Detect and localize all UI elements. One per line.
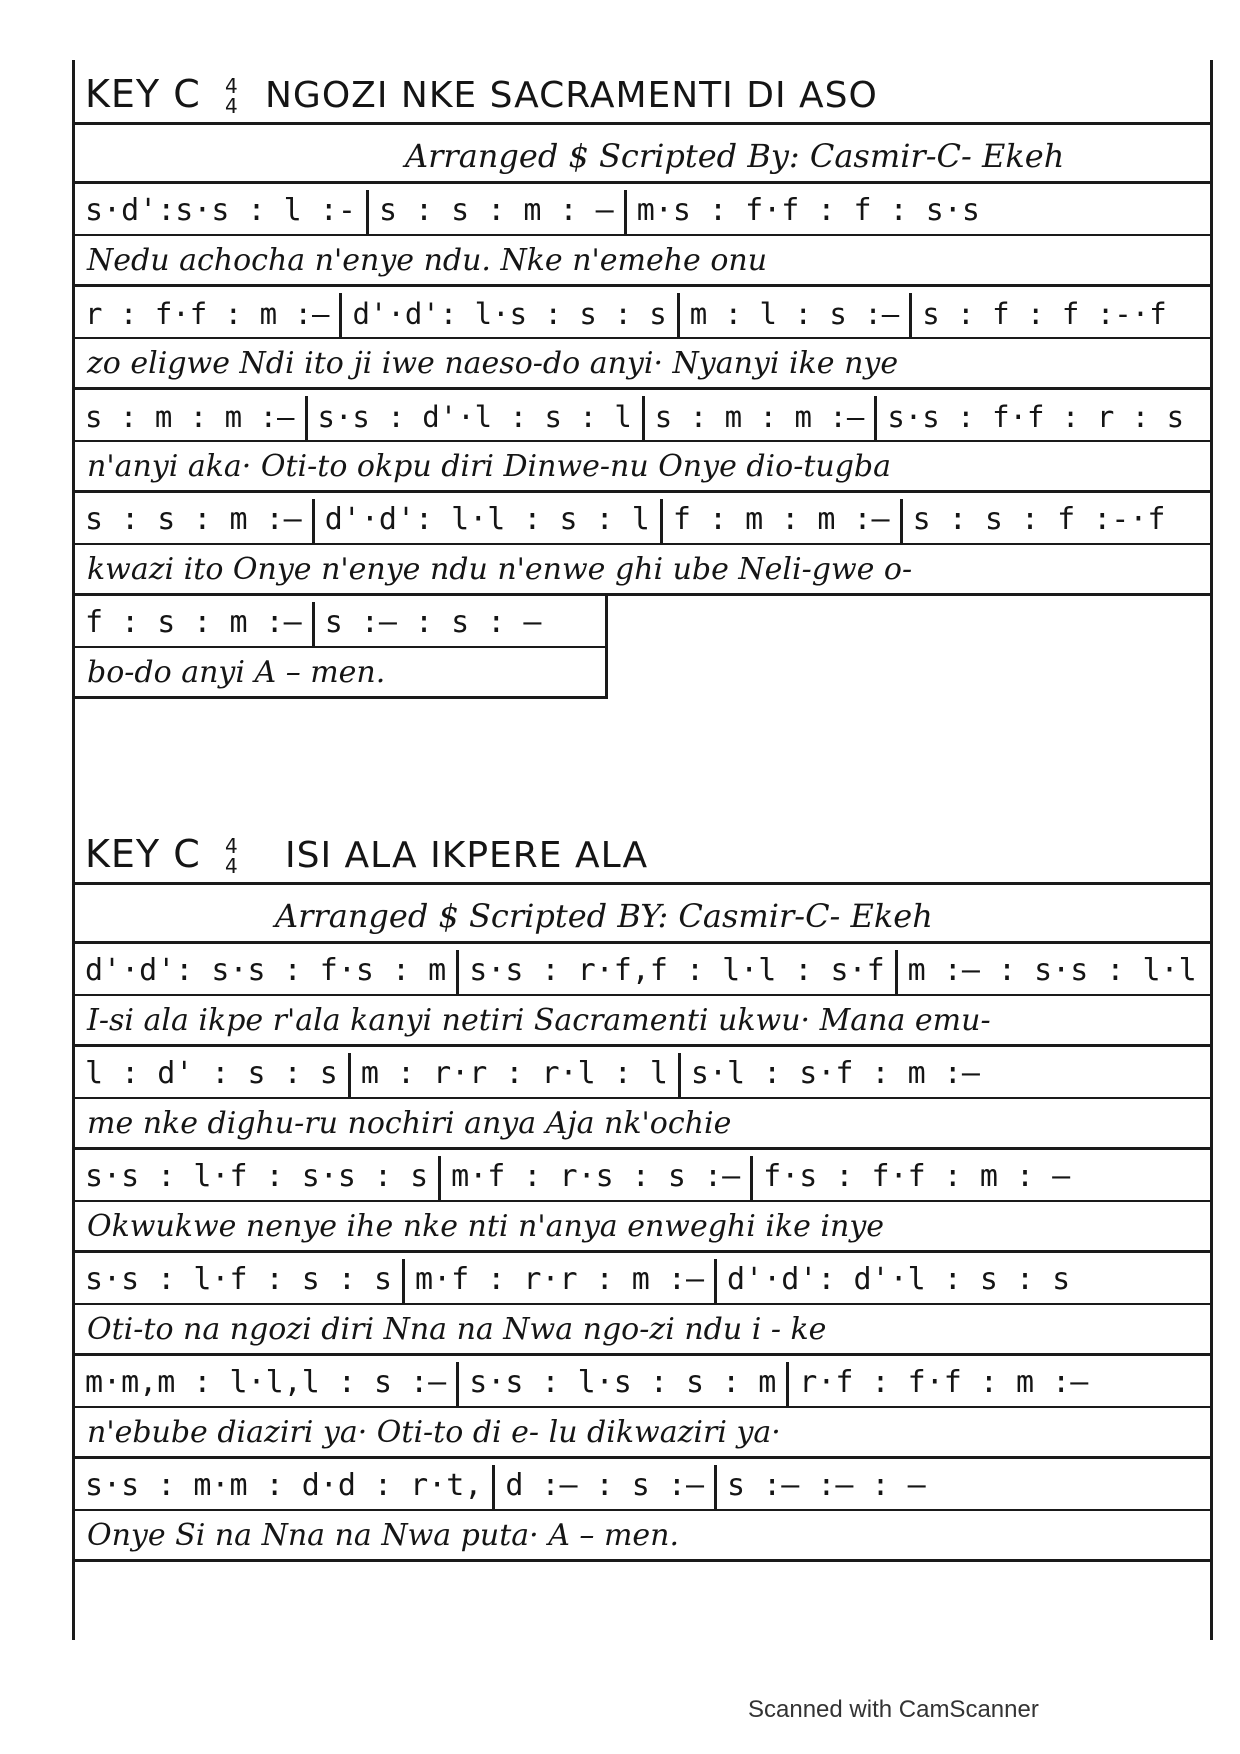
song-title: NGOZI NKE SACRAMENTI DI ASO bbox=[265, 75, 878, 116]
solfa-notes-row bbox=[75, 184, 1210, 236]
measure: s : s : m :– bbox=[85, 502, 302, 537]
solfa-notes-row bbox=[75, 1047, 1210, 1099]
measure: s : s : m : – bbox=[366, 190, 624, 234]
measure: m :– : s·s : l·l bbox=[895, 950, 1207, 994]
measure: r : f·f : m :– bbox=[85, 297, 330, 331]
solfa-notes-row bbox=[75, 1150, 1210, 1202]
measure: d'·d': l·s : s : s bbox=[339, 293, 676, 337]
lyrics-row: I-si ala ikpe r'ala kanyi netiri Sacramenti ukwu· Mana emu- bbox=[87, 1003, 991, 1038]
song-isi-ala-ikpere-ala bbox=[75, 820, 1210, 1562]
measure: s·s : d'·l : s : l bbox=[305, 396, 642, 440]
measure: m·f : r·r : m :– bbox=[402, 1259, 714, 1303]
measure: d'·d': l·l : s : l bbox=[312, 499, 660, 543]
music-line bbox=[75, 944, 1210, 1047]
music-line bbox=[75, 493, 1210, 596]
measure: s·l : s·f : m :– bbox=[678, 1053, 990, 1097]
lyrics-row: me nke dighu-ru nochiri anya Aja nk'ochie bbox=[87, 1106, 732, 1141]
song-title: ISI ALA IKPERE ALA bbox=[285, 835, 649, 876]
measure: s·s : l·f : s·s : s bbox=[85, 1159, 429, 1194]
measure: s :– :– : – bbox=[714, 1465, 936, 1509]
music-line bbox=[75, 1253, 1210, 1356]
key-signature: KEY C bbox=[85, 72, 201, 116]
measure: d'·d': s·s : f·s : m bbox=[85, 953, 447, 988]
measure: l : d' : s : s bbox=[85, 1056, 338, 1091]
music-sheet bbox=[72, 60, 1213, 1640]
music-line bbox=[75, 1047, 1210, 1150]
solfa-notes-row bbox=[75, 1253, 1210, 1305]
arranger-credit: Arranged $ Scripted BY: Casmir-C- Ekeh bbox=[275, 897, 933, 935]
measure: m·m,m : l·l,l : s :– bbox=[85, 1365, 447, 1400]
measure: d :– : s :– bbox=[492, 1465, 714, 1509]
time-signature: 4 4 bbox=[225, 834, 239, 878]
lyrics-row: Nedu achocha n'enye ndu. Nke n'emehe onu bbox=[87, 243, 768, 278]
lyrics-row: kwazi ito Onye n'enye ndu n'enwe ghi ube Neli-gwe o- bbox=[87, 552, 913, 587]
measure: s·d':s·s : l :- bbox=[85, 193, 356, 228]
measure: s : s : f :-·f bbox=[900, 499, 1176, 543]
lyrics-row: Okwukwe nenye ihe nke nti n'anya enweghi ike inye bbox=[87, 1209, 885, 1244]
measure: s·s : f·f : r : s bbox=[874, 396, 1194, 440]
solfa-notes-row bbox=[75, 287, 1210, 339]
music-line bbox=[75, 596, 608, 699]
song-header bbox=[75, 60, 1210, 125]
song-ngozi-nke-sacramenti bbox=[75, 60, 1210, 699]
measure: r·f : f·f : m :– bbox=[786, 1362, 1098, 1406]
music-line bbox=[75, 390, 1210, 493]
time-signature: 4 4 bbox=[225, 74, 239, 118]
solfa-notes-row bbox=[75, 1459, 1210, 1511]
measure: s·s : l·f : s : s bbox=[85, 1262, 393, 1297]
lyrics-row: n'anyi aka· Oti-to okpu diri Dinwe-nu Onye dio-tugba bbox=[87, 449, 892, 484]
measure: m·s : f·f : f : s·s bbox=[624, 190, 990, 234]
measure: f : m : m :– bbox=[660, 499, 900, 543]
music-lines bbox=[75, 184, 1210, 699]
arranger-credit: Arranged $ Scripted By: Casmir-C- Ekeh bbox=[405, 137, 1065, 175]
scanner-watermark: Scanned with CamScanner bbox=[748, 1696, 1039, 1723]
measure: m·f : r·s : s :– bbox=[438, 1156, 750, 1200]
solfa-notes-row bbox=[75, 944, 1210, 996]
measure: f·s : f·f : m : – bbox=[750, 1156, 1080, 1200]
lyrics-row: Oti-to na ngozi diri Nna na Nwa ngo-zi ndu i - ke bbox=[87, 1312, 827, 1347]
measure: s·s : l·s : s : m bbox=[456, 1362, 786, 1406]
lyrics-row: Onye Si na Nna na Nwa puta· A – men. bbox=[87, 1518, 680, 1553]
measure: d'·d': d'·l : s : s bbox=[714, 1259, 1080, 1303]
arranger-credit-row bbox=[75, 125, 1210, 184]
measure: s : m : m :– bbox=[85, 400, 295, 434]
lyrics-row: zo eligwe Ndi ito ji iwe naeso-do anyi· Nyanyi ike nye bbox=[87, 346, 899, 381]
music-lines bbox=[75, 944, 1210, 1562]
music-line bbox=[75, 1459, 1210, 1562]
measure: s·s : r·f,f : l·l : s·f bbox=[456, 950, 894, 994]
arranger-credit-row bbox=[75, 885, 1210, 944]
measure: m : l : s :– bbox=[677, 293, 910, 337]
lyrics-row: n'ebube diaziri ya· Oti-to di e- lu dikwaziri ya· bbox=[87, 1415, 781, 1450]
song-header bbox=[75, 820, 1210, 885]
measure: s :– : s : – bbox=[312, 602, 552, 646]
measure: s : f : f :-·f bbox=[909, 293, 1176, 337]
solfa-notes-row bbox=[75, 596, 605, 648]
solfa-notes-row bbox=[75, 1356, 1210, 1408]
lyrics-row: bo-do anyi A – men. bbox=[87, 655, 386, 690]
music-line bbox=[75, 1356, 1210, 1459]
music-line bbox=[75, 1150, 1210, 1253]
music-line bbox=[75, 184, 1210, 287]
measure: f : s : m :– bbox=[85, 605, 302, 640]
measure: s : m : m :– bbox=[642, 396, 875, 440]
music-line bbox=[75, 287, 1210, 390]
solfa-notes-row bbox=[75, 493, 1210, 545]
measure: m : r·r : r·l : l bbox=[348, 1053, 678, 1097]
key-signature: KEY C bbox=[85, 832, 201, 876]
solfa-notes-row bbox=[75, 390, 1210, 442]
measure: s·s : m·m : d·d : r·t, bbox=[85, 1468, 483, 1503]
